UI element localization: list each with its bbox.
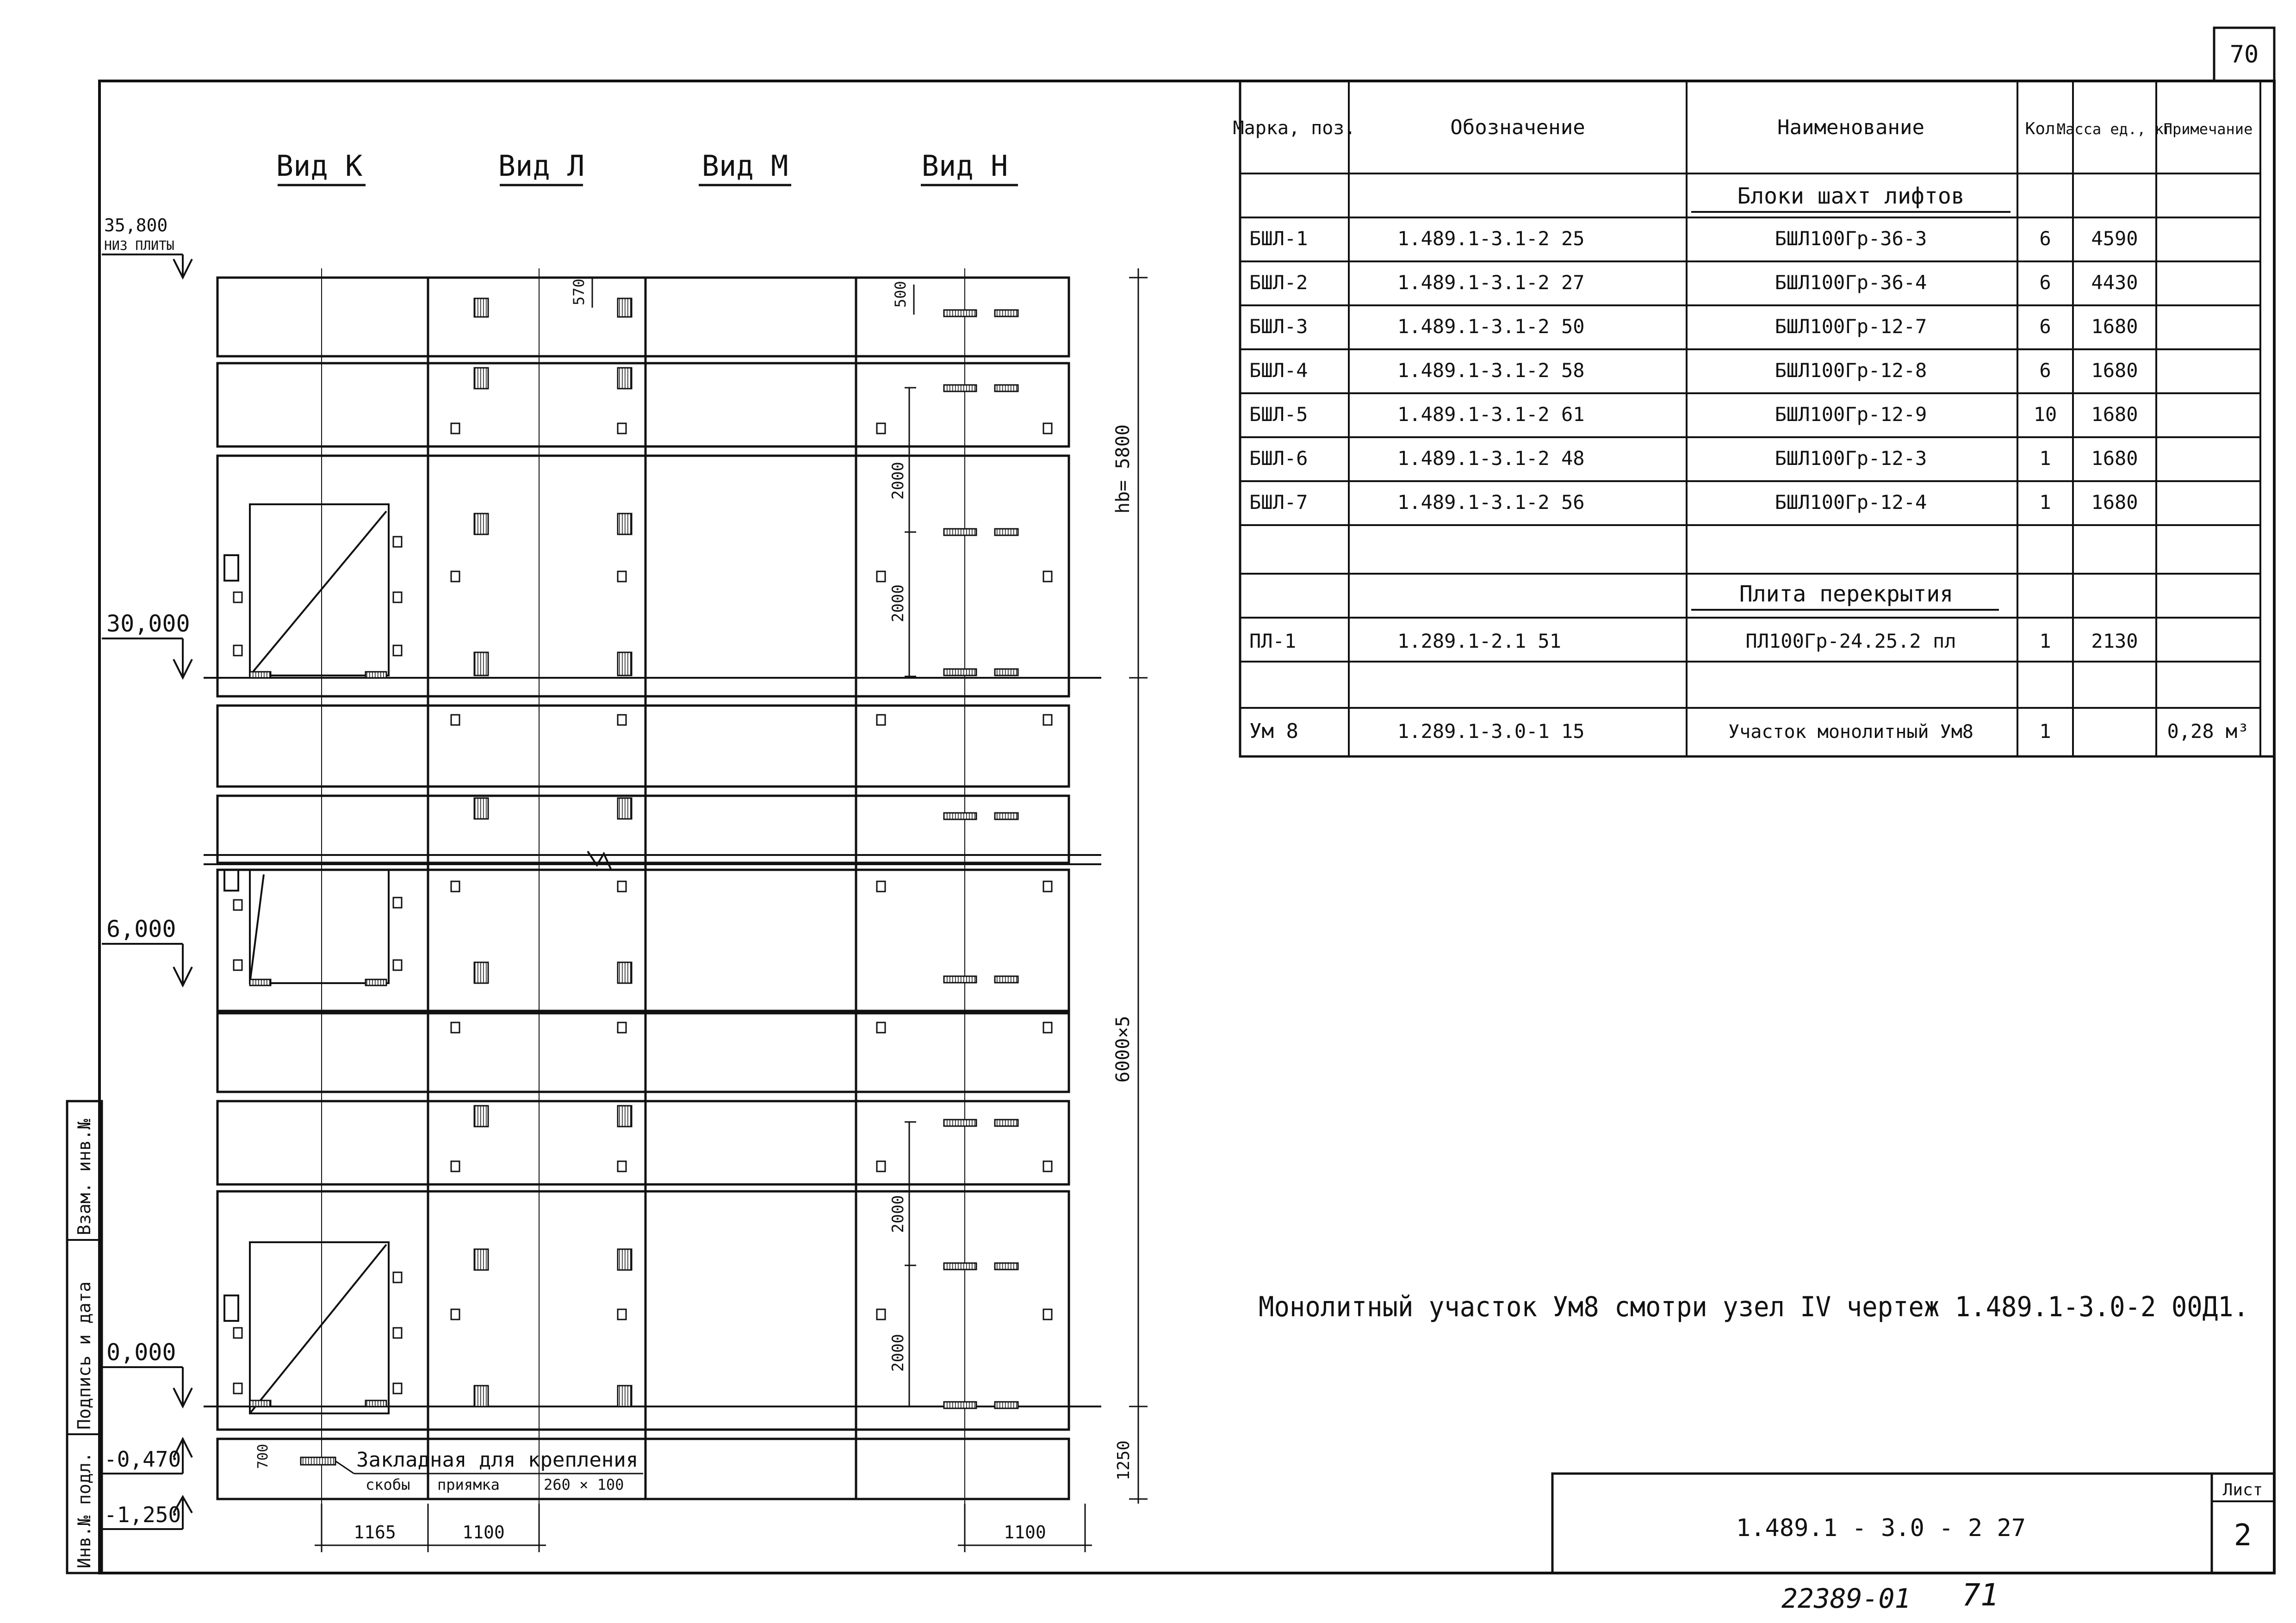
title-code: 1.489.1 - 3.0 - 2 27 — [1736, 1514, 2026, 1542]
elev-30000: 30,000 — [106, 610, 190, 637]
cell-qty: 10 — [2033, 403, 2057, 426]
cell-qty: 6 — [2039, 227, 2051, 250]
door-openings — [224, 504, 389, 1413]
block-row-4 — [217, 706, 1069, 787]
embed-label-size: 260 × 100 — [544, 1476, 624, 1493]
elev-m0470: -0,470 — [104, 1447, 181, 1472]
cell-code: 1.489.1-3.1-2 25 — [1397, 227, 1585, 250]
embed-label-pit: приямка — [437, 1476, 500, 1493]
cell-mass: 2130 — [2091, 630, 2138, 652]
cell-name: БШЛ100Гр-12-3 — [1775, 447, 1927, 470]
row-um-8 — [1249, 719, 2249, 743]
row-pl-1 — [1249, 630, 2138, 652]
cell-mark: БШЛ-3 — [1249, 315, 1308, 338]
stamp-replace-label: Взам. инв.№ — [74, 1119, 94, 1235]
cell-qty: 6 — [2039, 315, 2051, 338]
cell-mark: БШЛ-6 — [1249, 447, 1308, 470]
cell-qty: 1 — [2039, 720, 2051, 743]
cell-note: 0,28 м³ — [2167, 720, 2249, 743]
bottom-dimensions — [315, 1504, 1092, 1552]
dim-6000x5: 6000×5 — [1112, 1016, 1134, 1083]
cell-name: БШЛ100Гр-12-7 — [1775, 315, 1927, 338]
stamp-inv-label: Инв.№ подл. — [74, 1452, 94, 1568]
cell-mass: 1680 — [2091, 491, 2138, 514]
dim-500: 500 — [892, 281, 909, 308]
view-title-m: Вид М — [701, 149, 788, 183]
row-bshl-5 — [1249, 403, 2138, 426]
cell-name: БШЛ100Гр-12-8 — [1775, 359, 1927, 382]
hdr-mass: Масса ед., кг — [2056, 120, 2173, 138]
cell-code: 1.489.1-3.1-2 50 — [1397, 315, 1585, 338]
embed-label-scoby: скобы — [366, 1476, 410, 1493]
view-dividers — [428, 278, 856, 1499]
elev-6000: 6,000 — [106, 916, 176, 942]
hdr-qty: Кол. — [2025, 119, 2066, 138]
view-title-k: Вид К — [276, 149, 363, 183]
block-panels — [217, 278, 1069, 1499]
dim-2000-lower-2: 2000 — [889, 1334, 907, 1372]
block-row-6 — [217, 870, 1069, 1011]
cell-name: БШЛ100Гр-36-3 — [1775, 227, 1927, 250]
cell-mark: Ум 8 — [1249, 719, 1298, 743]
block-row-5 — [217, 796, 1069, 863]
hdr-name: Наименование — [1777, 116, 1924, 139]
view-n-embeds — [301, 310, 1018, 1465]
cell-name: Участок монолитный Ум8 — [1728, 721, 1973, 743]
block-row-7 — [217, 1013, 1069, 1092]
cell-code: 1.489.1-3.1-2 27 — [1397, 271, 1585, 294]
elev-35800-note: НИЗ ПЛИТЫ — [104, 238, 174, 253]
cell-qty: 6 — [2039, 271, 2051, 294]
block-row-pit — [217, 1439, 1069, 1499]
title-block — [1552, 1474, 2274, 1573]
dim-1250: 1250 — [1114, 1440, 1133, 1481]
elevation-marks — [102, 215, 192, 1529]
cell-code: 1.489.1-3.1-2 48 — [1397, 447, 1585, 470]
handwritten-code: 22389-01 — [1781, 1583, 1911, 1614]
cell-mass: 1680 — [2091, 447, 2138, 470]
cell-mark: БШЛ-2 — [1249, 271, 1308, 294]
row-bshl-6 — [1249, 447, 2138, 470]
stamp-signature-label: Подпись и дата — [74, 1281, 94, 1430]
cell-mark: БШЛ-1 — [1249, 227, 1308, 250]
cell-code: 1.489.1-3.1-2 58 — [1397, 359, 1585, 382]
sheet-label: Лист — [2222, 1481, 2263, 1499]
block-row-9 — [217, 1191, 1069, 1430]
view-title-l: Вид Л — [498, 149, 585, 183]
cell-mark: ПЛ-1 — [1249, 630, 1297, 652]
hdr-code: Обозначение — [1450, 116, 1585, 139]
view-title-n: Вид Н — [921, 149, 1008, 183]
dim-1100-left: 1100 — [462, 1522, 505, 1542]
dim-700: 700 — [255, 1443, 271, 1469]
cell-mass: 4430 — [2091, 271, 2138, 294]
cell-qty: 1 — [2039, 630, 2051, 652]
embed-label-line1: Закладная для крепления — [356, 1448, 639, 1472]
row-bshl-3 — [1249, 315, 2138, 338]
group-blocks: Блоки шахт лифтов — [1737, 183, 1965, 209]
elev-35800: 35,800 — [104, 215, 168, 235]
row-bshl-2 — [1249, 271, 2138, 294]
handwritten-page: 71 — [1962, 1577, 1999, 1613]
cell-code: 1.489.1-3.1-2 56 — [1397, 491, 1585, 514]
sheet-number: 2 — [2234, 1518, 2252, 1553]
cell-mass: 1680 — [2091, 403, 2138, 426]
cell-qty: 1 — [2039, 447, 2051, 470]
break-line — [204, 851, 1101, 869]
cell-qty: 6 — [2039, 359, 2051, 382]
dim-1100-right: 1100 — [1004, 1522, 1046, 1542]
general-note: Монолитный участок Ум8 смотри узел IV чертеж 1.489.1-3.0-2 00Д1. — [1259, 1291, 2249, 1323]
cell-qty: 1 — [2039, 491, 2051, 514]
dim-2000-upper-2: 2000 — [889, 584, 907, 622]
cell-code: 1.489.1-3.1-2 61 — [1397, 403, 1585, 426]
hdr-mark: Марка, поз. — [1233, 118, 1356, 139]
block-row-1 — [217, 278, 1069, 356]
hdr-note: Примечание — [2163, 120, 2253, 138]
cell-name: БШЛ100Гр-12-4 — [1775, 491, 1927, 514]
cell-mass: 1680 — [2091, 359, 2138, 382]
row-bshl-4 — [1249, 359, 2138, 382]
elev-0000: 0,000 — [106, 1339, 176, 1366]
spec-table — [1233, 81, 2274, 756]
cell-name: БШЛ100Гр-12-9 — [1775, 403, 1927, 426]
cell-mark: БШЛ-7 — [1249, 491, 1308, 514]
dim-2000-upper-1: 2000 — [889, 462, 907, 500]
cell-mass: 4590 — [2091, 227, 2138, 250]
corner-sheet-number: 70 — [2229, 41, 2259, 68]
cell-code: 1.289.1-2.1 51 — [1397, 630, 1562, 652]
row-bshl-7 — [1249, 491, 2138, 514]
block-row-2 — [217, 363, 1069, 446]
dim-1165: 1165 — [354, 1522, 396, 1542]
block-row-3 — [217, 456, 1069, 696]
dim-hb-5800: hb= 5800 — [1112, 424, 1134, 514]
cell-name: ПЛ100Гр-24.25.2 пл — [1745, 630, 1956, 652]
cell-mark: БШЛ-5 — [1249, 403, 1308, 426]
row-bshl-1 — [1249, 227, 2138, 250]
embedded-parts — [234, 298, 1052, 1406]
side-stamp — [67, 1101, 102, 1573]
dim-2000-lower-1: 2000 — [889, 1195, 907, 1233]
group-slab: Плита перекрытия — [1739, 581, 1954, 607]
cell-mark: БШЛ-4 — [1249, 359, 1308, 382]
cell-name: БШЛ100Гр-36-4 — [1775, 271, 1927, 294]
cell-code: 1.289.1-3.0-1 15 — [1397, 720, 1585, 743]
cell-mass: 1680 — [2091, 315, 2138, 338]
elev-m1250: -1,250 — [104, 1502, 181, 1527]
axis-lines — [322, 268, 965, 1550]
dim-570: 570 — [570, 279, 588, 305]
view-titles — [276, 149, 1018, 185]
block-row-8 — [217, 1101, 1069, 1184]
